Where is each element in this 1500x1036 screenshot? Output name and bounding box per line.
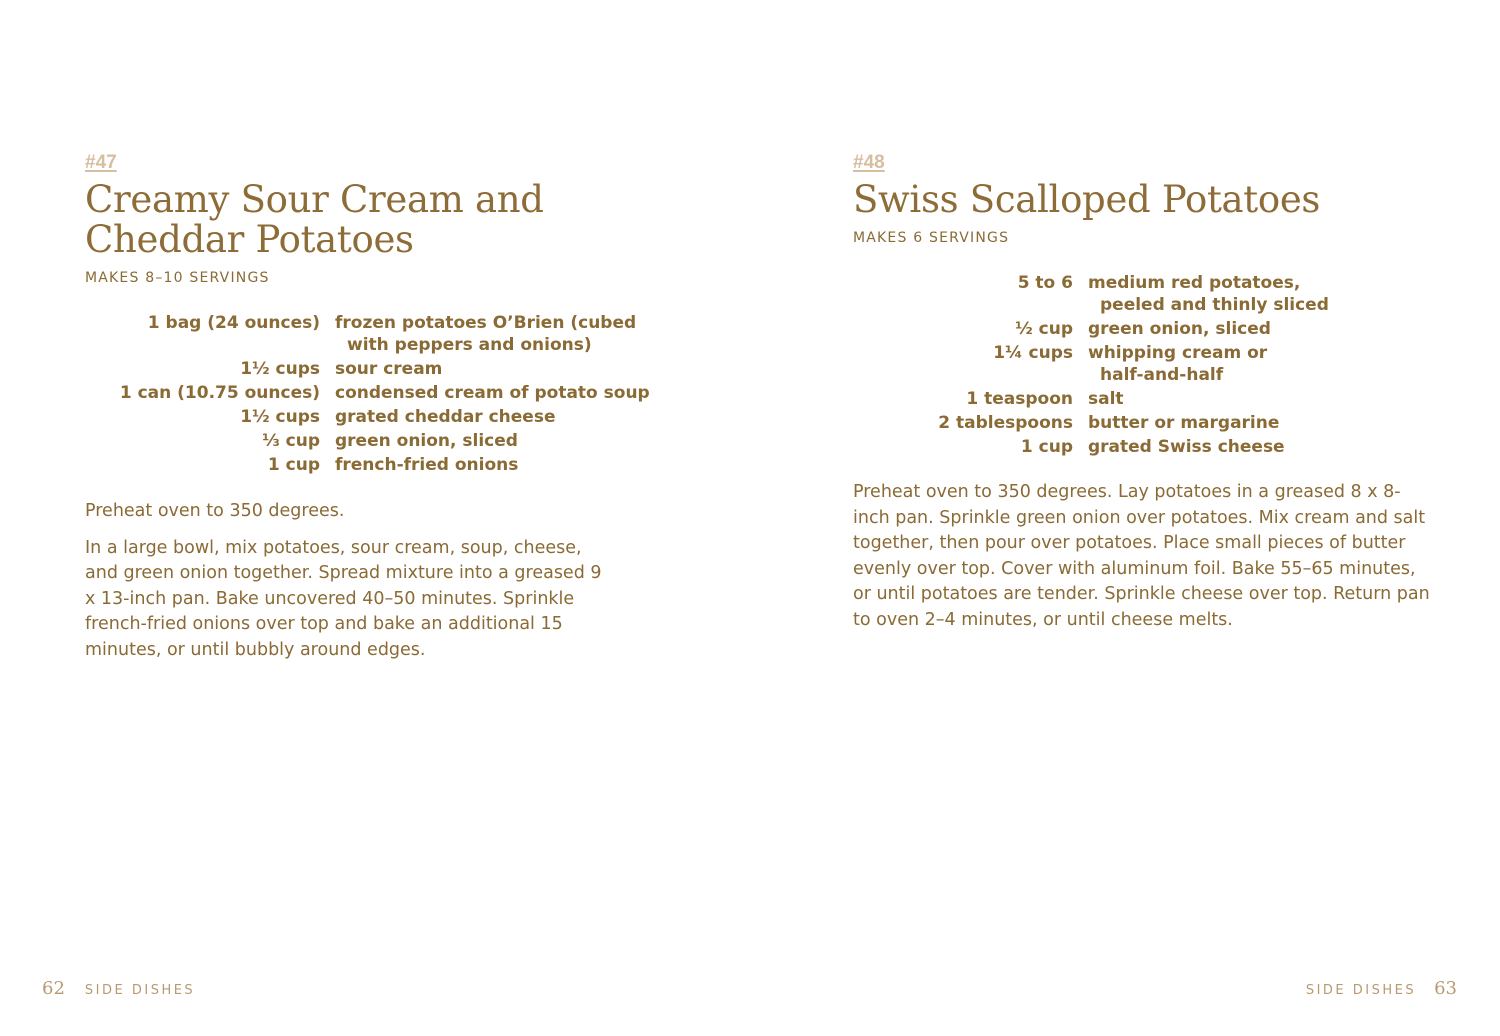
recipe-title-line-2: Cheddar Potatoes — [85, 218, 414, 261]
ingredient-item — [335, 311, 650, 357]
ingredient-quantity: 1 bag (24 ounces) — [147, 313, 320, 333]
recipe-yield: MAKES 6 SERVINGS — [853, 230, 1010, 246]
ingredient-name: butter or margarine — [1088, 413, 1280, 433]
ingredient-row — [853, 317, 1329, 341]
ingredient-quantity: 1¼ cups — [993, 343, 1073, 363]
ingredient-row — [85, 357, 650, 381]
ingredient-row — [85, 429, 650, 453]
recipe-number: #48 — [853, 152, 885, 173]
ingredient-name: french-fried onions — [335, 455, 519, 475]
section-name: SIDE DISHES — [1305, 983, 1417, 998]
ingredient-name: whipping cream or — [1088, 343, 1268, 363]
page-number: 63 — [1434, 978, 1457, 999]
ingredient-name: green onion, sliced — [335, 431, 518, 451]
ingredient-row — [85, 381, 650, 405]
ingredient-quantity: 1 teaspoon — [966, 389, 1073, 409]
recipe-title — [85, 180, 685, 260]
ingredient-row — [853, 387, 1329, 411]
ingredient-quantity: ½ cup — [1015, 319, 1073, 339]
ingredient-row — [853, 435, 1329, 459]
recipe-directions — [85, 499, 615, 663]
ingredient-quantity: 2 tablespoons — [938, 413, 1073, 433]
ingredient-name-continued: with peppers and onions) — [347, 335, 592, 355]
ingredient-quantity: 1½ cups — [240, 359, 320, 379]
recipe-yield: MAKES 8–10 SERVINGS — [85, 270, 270, 286]
direction-paragraph: Preheat oven to 350 degrees. Lay potatoes in a greased 8 x 8-inch pan. Sprinkle green onion over potatoes. Mix cream and salt together, then pour over potatoes. Place small pieces of butter evenly over top. Cover with aluminum foil. Bake 55–65 minutes, or until potatoes are tender. Sprinkle cheese over top. Return pan to oven 2–4 minutes, or until cheese melts. — [853, 482, 1430, 630]
ingredient-quantity: 1½ cups — [240, 407, 320, 427]
ingredient-item — [1088, 341, 1329, 387]
ingredient-quantity: ⅓ cup — [262, 431, 320, 451]
direction-paragraph: Preheat oven to 350 degrees. — [85, 501, 345, 521]
ingredient-name: salt — [1088, 389, 1124, 409]
ingredient-quantity: 1 can (10.75 ounces) — [119, 383, 320, 403]
ingredients-list — [85, 311, 650, 477]
ingredient-quantity: 1 cup — [267, 455, 320, 475]
ingredient-row — [85, 405, 650, 429]
ingredient-row — [853, 271, 1329, 317]
recipe-48 — [853, 150, 1453, 644]
direction-paragraph: In a large bowl, mix potatoes, sour cream, soup, cheese, and green onion together. Spread mixture into a greased 9 x 13-inch pan. Bake uncovered 40–50 minutes. Sprinkle french-fried onions over top and bake an additional 15 minutes, or until bubbly around edges. — [85, 537, 602, 660]
recipe-directions — [853, 480, 1433, 633]
ingredient-row — [85, 311, 650, 357]
ingredient-name-continued: half-and-half — [1100, 365, 1224, 385]
ingredient-name: medium red potatoes, — [1088, 273, 1301, 293]
ingredient-name: green onion, sliced — [1088, 319, 1271, 339]
ingredient-row — [853, 411, 1329, 435]
ingredient-quantity: 1 cup — [1020, 437, 1073, 457]
ingredient-row — [853, 341, 1329, 387]
ingredient-name: sour cream — [335, 359, 443, 379]
ingredient-quantity: 5 to 6 — [1017, 273, 1073, 293]
page-number: 62 — [42, 978, 65, 999]
recipe-title-line-1: Swiss Scalloped Potatoes — [853, 178, 1321, 221]
right-page — [750, 0, 1500, 1036]
recipe-title-line-1: Creamy Sour Cream and — [85, 178, 544, 221]
ingredient-name-continued: peeled and thinly sliced — [1100, 295, 1329, 315]
ingredient-item — [1088, 271, 1329, 317]
page-footer — [42, 978, 195, 999]
ingredient-name: condensed cream of potato soup — [335, 383, 650, 403]
ingredient-name: grated cheddar cheese — [335, 407, 556, 427]
recipe-title — [853, 180, 1453, 220]
recipe-number: #47 — [85, 152, 117, 173]
page-footer — [1306, 978, 1457, 999]
section-name: SIDE DISHES — [84, 983, 196, 998]
recipe-47 — [85, 150, 685, 674]
ingredient-row — [85, 453, 650, 477]
ingredient-name: frozen potatoes O’Brien (cubed — [335, 313, 637, 333]
ingredients-list — [853, 271, 1329, 459]
ingredient-name: grated Swiss cheese — [1088, 437, 1285, 457]
